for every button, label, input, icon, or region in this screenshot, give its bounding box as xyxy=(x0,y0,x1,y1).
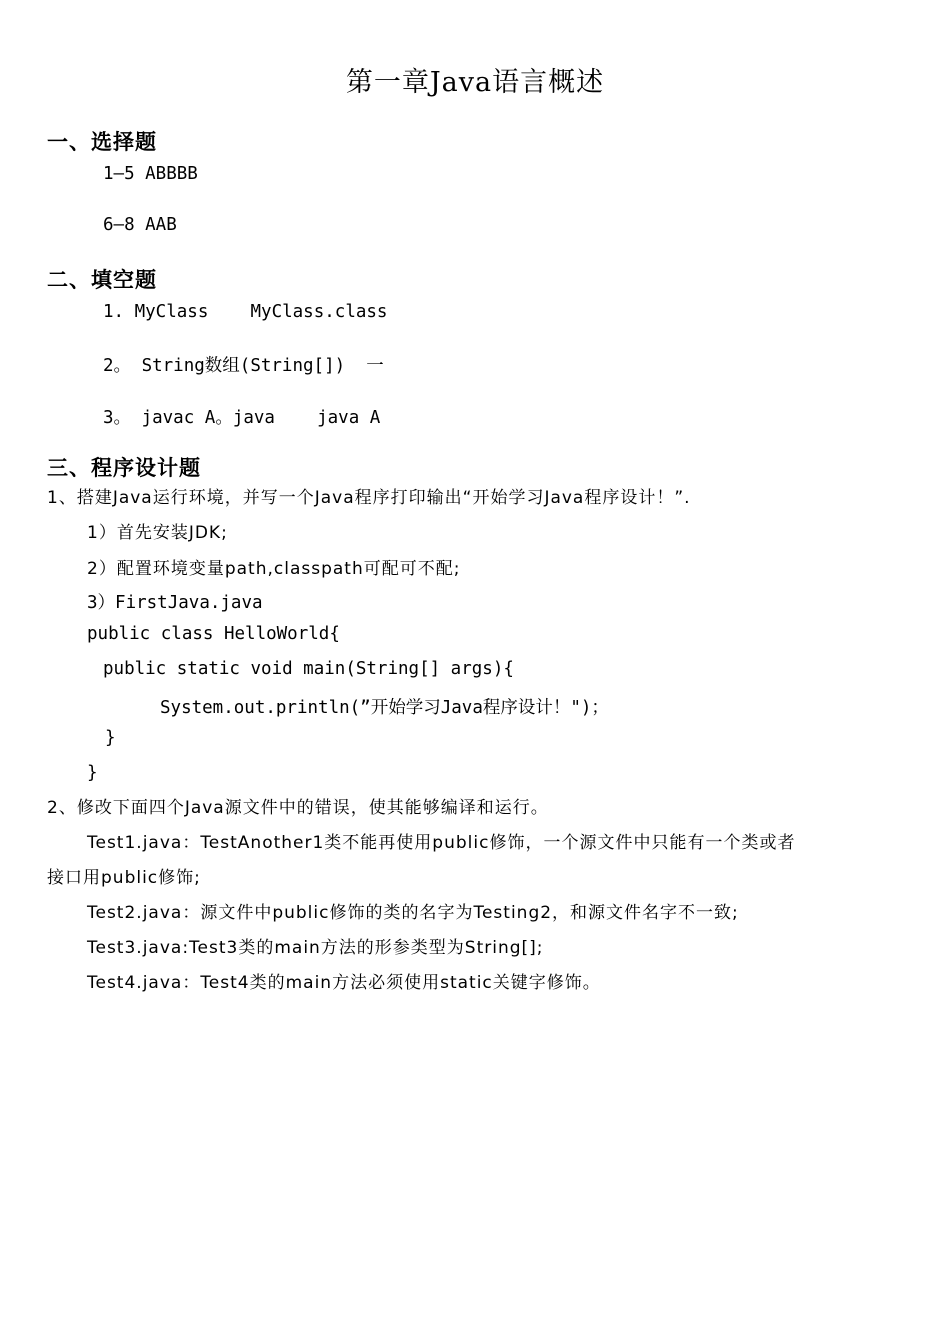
program-answer-line: Test2.java：源文件中public修饰的类的名字为Testing2，和源文件名字不一致; xyxy=(87,903,739,923)
program-question-2: 2、修改下面四个Java源文件中的错误，使其能够编译和运行。 xyxy=(47,798,549,818)
program-step: 1）首先安装JDK; xyxy=(87,523,228,543)
fill-answer-line: 2。 String数组(String[]) 一 xyxy=(103,356,384,376)
section-heading-choice: 一、选择题 xyxy=(47,130,157,154)
choice-answer-line: 1—5 ABBBB xyxy=(103,164,198,184)
code-line: } xyxy=(87,763,98,783)
code-line: } xyxy=(105,728,116,748)
section-heading-fill: 二、填空题 xyxy=(47,268,157,292)
program-step: 2）配置环境变量path,classpath可配可不配; xyxy=(87,559,461,579)
program-answer-line: Test3.java:Test3类的main方法的形参类型为String[]; xyxy=(87,938,544,958)
program-answer-line: 接口用public修饰; xyxy=(47,868,201,888)
page-title: 第一章Java语言概述 xyxy=(345,67,605,98)
program-answer-line: Test4.java：Test4类的main方法必须使用static关键字修饰。 xyxy=(87,973,601,993)
fill-answer-line: 1. MyClass MyClass.class xyxy=(103,302,388,322)
program-answer-line: Test1.java：TestAnother1类不能再使用public修饰，一个源文件中只能有一个类或者 xyxy=(87,833,796,853)
choice-answer-line: 6—8 AAB xyxy=(103,215,177,235)
code-line: public class HelloWorld{ xyxy=(87,624,340,644)
code-line: System.out.println(”开始学习Java程序设计！")； xyxy=(160,698,609,718)
program-step: 3）FirstJava.java xyxy=(87,593,263,613)
section-heading-program: 三、程序设计题 xyxy=(47,456,201,480)
code-line: public static void main(String[] args){ xyxy=(103,659,514,679)
program-question-1: 1、搭建Java运行环境，并写一个Java程序打印输出“开始学习Java程序设计！”. xyxy=(47,488,691,508)
fill-answer-line: 3。 javac A。java java A xyxy=(103,408,381,428)
